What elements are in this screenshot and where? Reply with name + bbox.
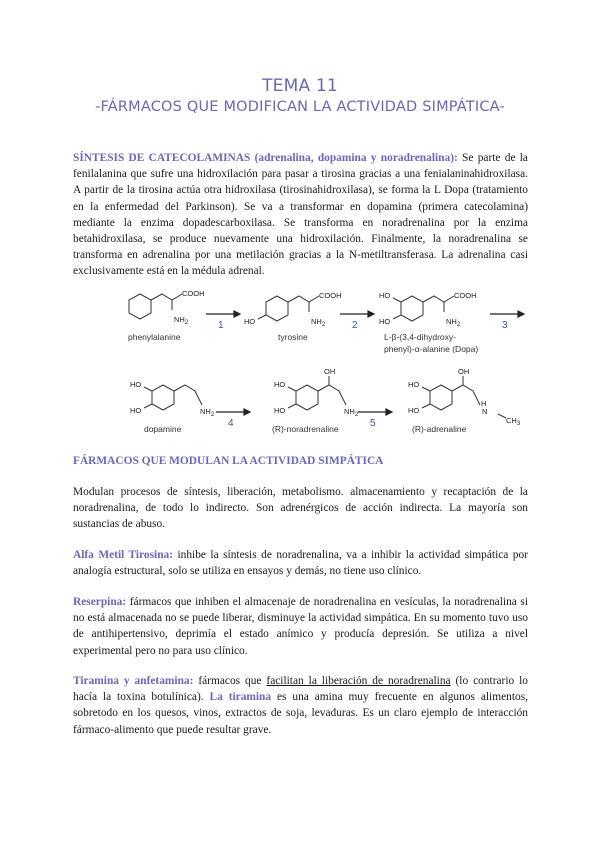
compound-label: phenyl)-α-alanine (Dopa) [384, 344, 479, 354]
catecholamine-synthesis-scheme [120, 286, 530, 434]
atom-label: $CH_3$ [506, 416, 521, 427]
benzene-ring [401, 296, 423, 321]
atom-label: OH [324, 367, 336, 376]
step-number: 5 [370, 418, 376, 429]
atom-label: $NH_2$ [174, 315, 189, 326]
tiramina-underlined: facilitan la liberación de noradrenalina [266, 675, 451, 687]
sintesis-text: Se parte de la fenilalanina que sufre una hidroxilación para pasar a tirosina gracias a una fenialaninahidroxilasa. A partir de la tirosina actúa otra hidroxilasa (tirosinahidroxilasa), se forma la L Dopa (tratamiento en la enfermedad del Parkinson). Se va a transformar en dopamina (primera catecolamina) mediante la enzima dopadescarboxilasa. Se transforma en noradrenalina por la enzima betahidroxilasa, se produce nuevamente una hidroxilación. Finalmente, la noradrenalina se transforma en adrenalina por una metilación gracias a la N-metiltransferasa. La adrenalina casi exclusivamente está en la médula adrenal. [73, 152, 528, 278]
atom-label: N [482, 407, 488, 416]
atom-label: HO [379, 317, 391, 326]
atom-label: HO [408, 406, 420, 415]
reserpina-text: fármacos que inhiben el almacenaje de noradrenalina en vesículas, la noradrenalina si no está almacenada no se puede liberar, disminuye la actividad simpática. En su momento tuvo uso de antihipertensivo, deprimía el estado anímico y producía depresión. Se utiliza a nivel experimental pero no para uso clínico. [73, 596, 528, 657]
benzene-ring [296, 385, 318, 410]
reserpina-paragraph [73, 594, 528, 659]
atom-label: HO [244, 317, 256, 326]
tiramina-paragraph [73, 673, 528, 738]
compound-label: tyrosine [278, 332, 308, 342]
atom-label: HO [274, 380, 286, 389]
atom-label: COOH [319, 291, 342, 300]
alfa-paragraph [73, 547, 528, 579]
atom-label: HO [274, 406, 286, 415]
atom-label: $NH_2$ [311, 317, 326, 328]
atom-label: H [481, 399, 487, 408]
step-number: 3 [502, 320, 508, 331]
benzene-ring [266, 296, 288, 321]
compound-label: L-β-(3,4-dihydroxy- [384, 332, 456, 342]
step-number: 1 [218, 320, 224, 331]
sintesis-heading: SÍNTESIS DE CATECOLAMINAS (adrenalina, dopamina y noradrenalina): [73, 152, 458, 164]
compound-label: (R)-noradrenaline [272, 424, 339, 434]
alfa-text: inhibe la síntesis de noradrenalina, va a inhibir la actividad simpática por analogía estructural, solo se utiliza en ensayos y demás, no tiene uso clínico. [73, 549, 528, 578]
tiramina-post: (lo contrario lo hacía la toxina botulínica). [73, 675, 529, 704]
alfa-term: Alfa Metil Tirosina: [73, 549, 174, 561]
benzene-ring [430, 385, 452, 410]
compound-label: phenylalanine [128, 332, 181, 342]
tiramina-text: es una amina muy frecuente en algunos alimentos, sobretodo en los quesos, vinos, extractos de soja, levaduras. Es un claro ejemplo de interacción fármaco-alimento que puede resultar grave. [73, 691, 528, 736]
tiramina-term2: La tiramina [209, 691, 272, 704]
atom-label: OH [458, 367, 470, 376]
farmacos-heading: FÁRMACOS QUE MODULAN LA ACTIVIDAD SIMPÁTICA [73, 455, 384, 467]
farmacos-intro: Modulan procesos de síntesis, liberación, metabolismo. almacenamiento y recaptación de la noradrenalina, de todo lo indirecto. Son adrenérgicos de acción indirecta. La mayoría son sustancias de abuso. [73, 486, 528, 531]
tiramina-pre: fármacos que [193, 675, 267, 687]
atom-label: COOH [454, 291, 477, 300]
sintesis-paragraph [73, 150, 528, 280]
atom-label: HO [379, 291, 391, 300]
reserpina-term: Reserpina: [73, 596, 127, 608]
atom-label: HO [408, 380, 420, 389]
atom-label: COOH [182, 289, 205, 298]
benzene-ring [152, 385, 174, 410]
benzene-ring [129, 294, 151, 319]
tiramina-term: Tiramina y anfetamina: [73, 675, 194, 687]
step-number: 4 [228, 418, 234, 429]
atom-label: $NH_2$ [344, 407, 359, 418]
atom-label: $NH_2$ [200, 407, 215, 418]
page-subtitle: -FÁRMACOS QUE MODIFICAN LA ACTIVIDAD SIMPÁTICA- [95, 99, 505, 115]
step-number: 2 [352, 320, 358, 331]
page-title: TEMA 11 [262, 76, 338, 96]
compound-label: dopamine [144, 424, 182, 434]
compound-label: (R)-adrenaline [412, 424, 467, 434]
atom-label: HO [130, 380, 142, 389]
atom-label: HO [130, 406, 142, 415]
atom-label: $NH_2$ [446, 317, 461, 328]
